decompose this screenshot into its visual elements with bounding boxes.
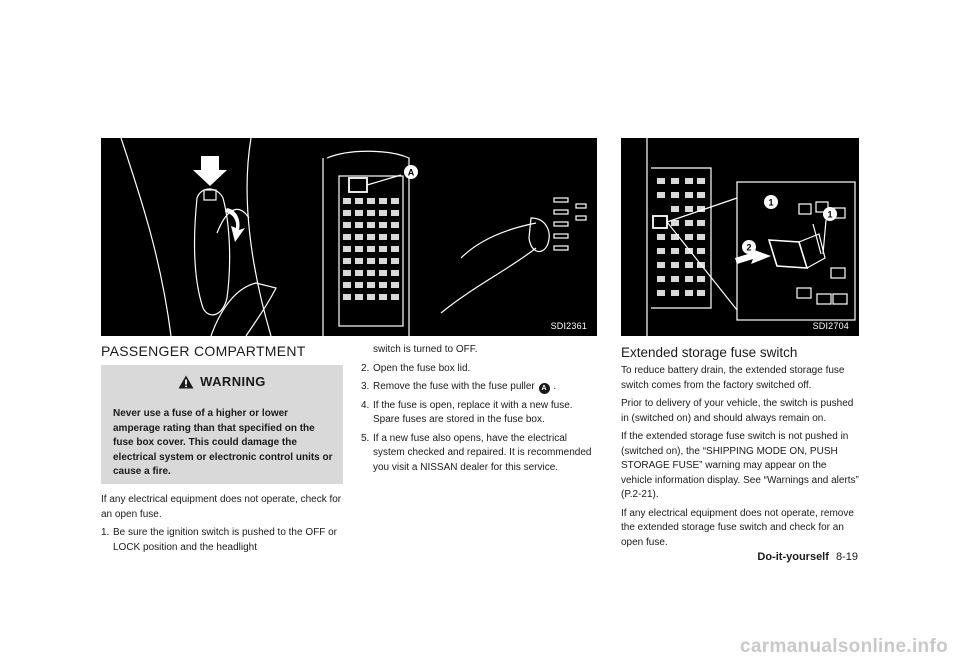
step1-continuation: switch is turned to OFF. (373, 344, 478, 355)
callout-a-label: A (407, 167, 415, 178)
paragraph: Prior to delivery of your vehicle, the switch is pushed in (switched on) and should always remain on. (621, 398, 854, 424)
list-text: Open the fuse box lid. (373, 362, 471, 374)
left-column-body (101, 493, 343, 559)
middle-column-body (361, 343, 601, 479)
list-text: If the fuse is open, replace it with a new fuse. Spare fuses are stored in the fuse box. (373, 399, 573, 425)
fuse-box-illustration-left (101, 138, 597, 336)
list-text-end: . (553, 381, 557, 392)
list-item (361, 399, 601, 428)
list-text: Be sure the ignition switch is pushed to the OFF or LOCK position and the headlight (113, 527, 337, 553)
fuse-box-figure-left (101, 138, 597, 336)
callout-1b-label: 1 (827, 209, 833, 220)
list-text: Remove the fuse with the fuse puller (373, 381, 535, 392)
push-arrow-icon (193, 156, 227, 186)
paragraph: To reduce battery drain, the extended storage fuse switch comes from the factory switched off. (621, 365, 845, 391)
watermark: carmanualsonline.info (740, 636, 948, 657)
callout-1-label: 1 (768, 197, 774, 208)
fuse-box-illustration-right (621, 138, 859, 336)
list-number: 5. (361, 432, 370, 444)
intro-paragraph: If any electrical equipment does not operate, check for an open fuse. (101, 494, 342, 520)
list-item (361, 432, 601, 476)
callout-a-inline: A (539, 383, 550, 394)
list-text: If a new fuse also opens, have the electrical system checked and repaired. It is recommended you visit a NISSAN dealer for this service. (373, 432, 592, 473)
footer-page-number: 8-19 (835, 551, 858, 563)
figure-code-right: SDI2704 (812, 321, 849, 331)
warning-label: WARNING (200, 374, 266, 389)
right-column-body (621, 364, 859, 554)
warning-box (101, 365, 343, 484)
list-number: 4. (361, 399, 370, 411)
list-item (361, 362, 601, 377)
section-title-passenger: PASSENGER COMPARTMENT (101, 343, 306, 359)
warning-text: Never use a fuse of a higher or lower amperage rating than that specified on the fuse box cover. This could damage the electrical system or electronic control units or cause a fire. (113, 408, 333, 477)
list-number: 2. (361, 362, 370, 374)
warning-triangle-icon (178, 375, 194, 389)
subsection-title-extended-storage: Extended storage fuse switch (621, 345, 798, 360)
paragraph: If any electrical equipment does not operate, remove the extended storage fuse switch and check for an open fuse. (621, 507, 854, 548)
footer-section: Do-it-yourself (757, 551, 829, 563)
list-item (361, 380, 601, 395)
list-item (101, 526, 343, 555)
page-footer (757, 551, 858, 563)
warning-heading (101, 374, 343, 389)
callout-2-label: 2 (746, 242, 752, 253)
paragraph: If the extended storage fuse switch is not pushed in (switched on), the “SHIPPING MODE ON, PUSH STORAGE FUSE” warning may appear on the vehicle information display. See “Warnings and alerts” (P.2-21). (621, 431, 859, 500)
figure-code-left: SDI2361 (550, 321, 587, 331)
list-number: 1. (101, 527, 110, 538)
fuse-box-figure-right (621, 138, 859, 336)
list-number: 3. (361, 381, 370, 392)
